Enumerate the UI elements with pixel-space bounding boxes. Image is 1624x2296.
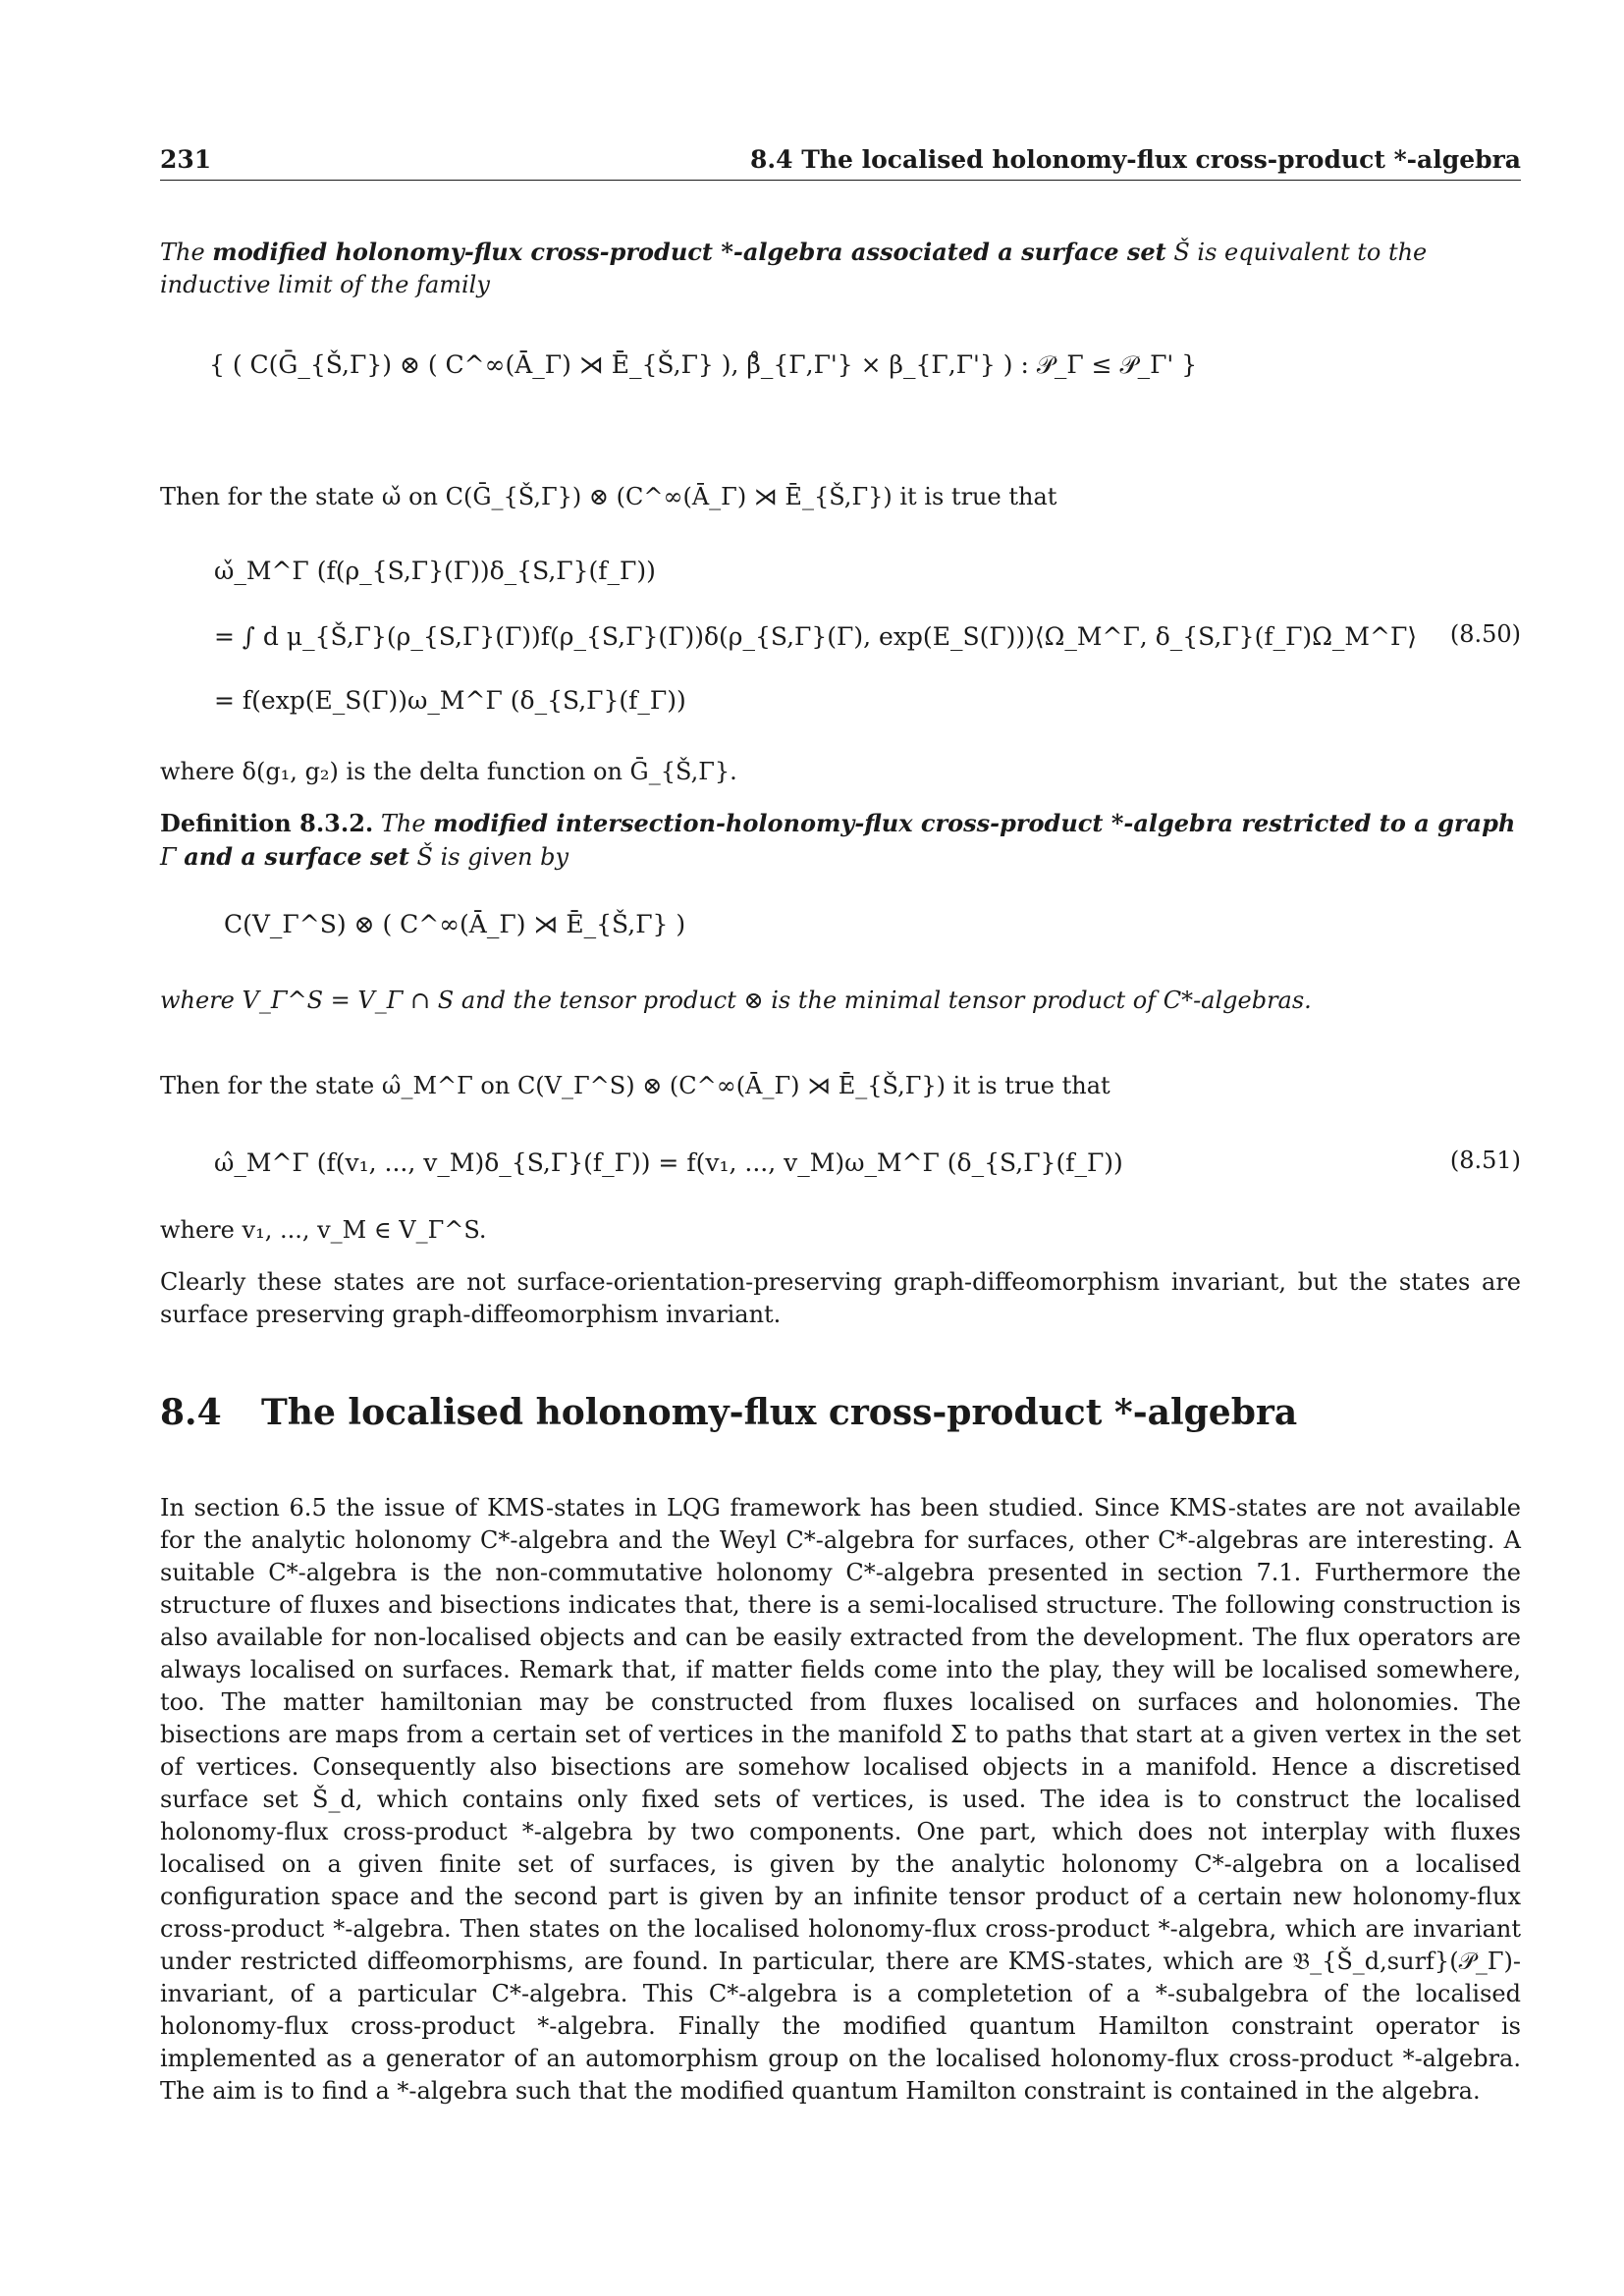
eq850-line3: = f(exp(E_S(Γ))ω_M^Γ (δ_{S,Γ}(f_Γ)) (214, 686, 686, 715)
section-number: 8.4 (160, 1392, 222, 1433)
eq851-body: ω̂_M^Γ (f(v₁, ..., v_M)δ_{S,Γ}(f_Γ)) = f(v₁, ..., v_M)ω_M^Γ (δ_{S,Γ}(f_Γ)) (214, 1148, 1123, 1177)
delta-note: where δ(g₁, g₂) is the delta function on Ḡ_{Š,Γ}. (160, 758, 737, 785)
proposition-intro: The modified holonomy-flux cross-product *-algebra associated a surface set Š is equivalent to the inductive limit of the family (160, 238, 1428, 298)
definition-label: Definition 8.3.2. (160, 809, 374, 837)
eq850-line2: = ∫ d μ_{Š,Γ}(ρ_{S,Γ}(Γ))f(ρ_{S,Γ}(Γ))δ(ρ_{S,Γ}(Γ), exp(E_S(Γ)))⟨Ω_M^Γ, δ_{S,Γ}(f_Γ)Ω_M^Γ⟩ (214, 622, 1418, 651)
definition-where: where V_Γ^S = V_Γ ∩ S and the tensor product ⊗ is the minimal tensor product of C*-algebras. (160, 987, 1312, 1014)
page-number: 231 (160, 145, 212, 174)
running-header (160, 145, 1521, 181)
equation-definition: C(V_Γ^S) ⊗ ( C^∞(Ā_Γ) ⋊ Ē_{Š,Γ} ) (224, 910, 686, 938)
equation-number-8-50: (8.50) (1449, 620, 1521, 648)
state2-intro: Then for the state ω̂_M^Γ on C(V_Γ^S) ⊗ (C^∞(Ā_Γ) ⋊ Ē_{Š,Γ}) it is true that (160, 1072, 1110, 1099)
clearly-paragraph: Clearly these states are not surface-orientation-preserving graph-diffeomorphism invariant, but the states are surface preserving graph-diffeomorphism invariant. (160, 1268, 1521, 1328)
equation-number-8-51: (8.51) (1449, 1147, 1521, 1174)
definition-8-3-2: Definition 8.3.2. The modified intersection-holonomy-flux cross-product *-algebra restricted to a graph Γ and a surface set Š is given by (160, 809, 1516, 871)
where-v: where v₁, ..., v_M ∈ V_Γ^S. (160, 1216, 487, 1244)
section-paragraph: In section 6.5 the issue of KMS-states in LQG framework has been studied. Since KMS-states are not available for the analytic holonomy C*-algebra and the Weyl C*-algebra for surfaces, other C*-algebras are interesting. A suitable C*-algebra is the non-commutative holonomy C*-algebra presented in section 7.1. Furthermore the structure of fluxes and bisections indicates that, there is a semi-localised structure. The following construction is also available for non-localised objects and can be easily extracted from the development. The flux operators are always localised on surfaces. Remark that, if matter fields come into the play, they will be localised somewhere, too. The matter hamiltonian may be constructed from fluxes localised on surfaces and holonomies. The bisections are maps from a certain set of vertices in the manifold Σ to paths that start at a given vertex in the set of vertices. Consequently also bisections are somehow localised objects in a manifold. Hence a discretised surface set Š_d, which contains only fixed sets of vertices, is used. The idea is to construct the localised holonomy-flux cross-product *-algebra by two components. One part, which does not interplay with fluxes localised on a given finite set of surfaces, is given by the analytic holonomy C*-algebra on a localised configuration space and the second part is given by an infinite tensor product of a certain new holonomy-flux cross-product *-algebra. Then states on the localised holonomy-flux cross-product *-algebra, which are invariant under restricted diffeomorphisms, are found. In particular, there are KMS-states, which are 𝔅_{Š_d,surf}(𝒫_Γ)-invariant, of a particular C*-algebra. This C*-algebra is a completetion of a *-subalgebra of the localised holonomy-flux cross-product *-algebra. Finally the modified quantum Hamilton constraint operator is implemented as a generator of an automorphism group on the localised holonomy-flux cross-product *-algebra. The aim is to find a *-algebra such that the modified quantum Hamilton constraint is contained in the algebra. (160, 1494, 1521, 2105)
running-title: 8.4 The localised holonomy-flux cross-product *-algebra (750, 145, 1521, 174)
equation-family: { ( C(Ḡ_{Š,Γ}) ⊗ ( C^∞(Ā_Γ) ⋊ Ē_{Š,Γ} ), β̊_{Γ,Γ'} × β_{Γ,Γ'} ) : 𝒫_Γ ≤ 𝒫_Γ' } (209, 350, 1198, 379)
state-intro: Then for the state ω̌ on C(Ḡ_{Š,Γ}) ⊗ (C^∞(Ā_Γ) ⋊ Ē_{Š,Γ}) it is true that (160, 483, 1057, 510)
section-title: The localised holonomy-flux cross-product *-algebra (261, 1392, 1298, 1433)
eq850-line1: ω̌_M^Γ (f(ρ_{S,Γ}(Γ))δ_{S,Γ}(f_Γ)) (214, 557, 656, 585)
section-heading (160, 1392, 1297, 1433)
